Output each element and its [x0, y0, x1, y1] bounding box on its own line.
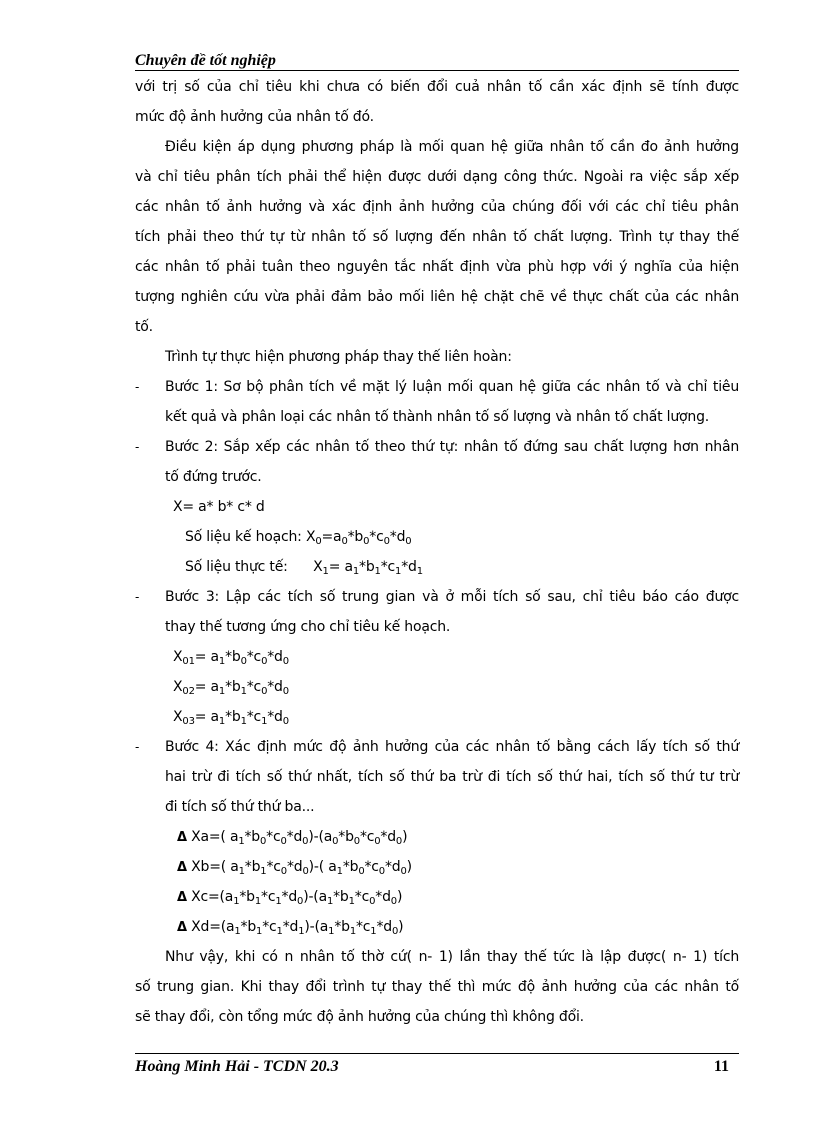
- delta-icon: Δ: [177, 890, 187, 905]
- text-line: tố.: [135, 319, 153, 335]
- list-item: [135, 432, 739, 462]
- footer-rule: [135, 1053, 739, 1054]
- page-footer: [135, 1057, 739, 1077]
- bullet-marker: -: [135, 740, 140, 754]
- text-line: Bước 2: Sắp xếp các nhân tố theo thứ tự: nhân tố đứng sau chất lượng hơn nhân: [165, 439, 739, 455]
- text-line: tố đứng trước.: [165, 469, 262, 485]
- formula-line: $X_{02}= a_1*b_1*c_0*d_0$: [173, 679, 289, 697]
- body-text: [135, 72, 739, 1032]
- formula-line: Δ Xb=( $a_1*b_1*c_0*d_0)-$( $a_1*b_0*c_0*d_0$): [177, 859, 412, 877]
- plan-label: Số liệu kế hoạch:: [185, 529, 306, 545]
- formula-line: $X_{03}= a_1*b_1*c_1*d_0$: [173, 709, 289, 727]
- text-line: sẽ thay đổi, còn tổng mức độ ảnh hưởng của chúng thì không đổi.: [135, 1009, 584, 1025]
- header-rule: [135, 70, 739, 71]
- formula-line: Số liệu kế hoạch: $X_0=a_0*b_0*c_0*d_0$: [185, 529, 412, 547]
- text-line: Bước 4: Xác định mức độ ảnh hưởng của các nhân tố bằng cách lấy tích số thứ: [165, 739, 739, 755]
- text-line: số trung gian. Khi thay đổi trình tự thay thế thì mức độ ảnh hưởng của các nhân tố: [135, 979, 739, 995]
- text-line: Bước 1: Sơ bộ phân tích về mặt lý luận mối quan hệ giữa các nhân tố và chỉ tiêu: [165, 379, 739, 395]
- text-line: Như vậy, khi có n nhân tố thờ cứ( n- 1) lần thay thế tức là lập được( n- 1) tích: [165, 949, 739, 965]
- delta-icon: Δ: [177, 920, 187, 935]
- text-line: các nhân tố phải tuân theo nguyên tắc nhất định vừa phù hợp với ý nghĩa của hiện: [135, 259, 739, 275]
- bullet-marker: -: [135, 440, 140, 454]
- delta-icon: Δ: [177, 860, 187, 875]
- text-line: với trị số của chỉ tiêu khi chưa có biến đổi cuả nhân tố cần xác định sẽ tính được: [135, 79, 739, 95]
- text-line: các nhân tố ảnh hưởng và xác định ảnh hưởng của chúng đối với các chỉ tiêu phân: [135, 199, 739, 215]
- text-line: hai trừ đi tích số thứ nhất, tích số thứ ba trừ đi tích số thứ hai, tích số thứ tư trừ: [165, 769, 739, 785]
- formula-line: Δ Xa=( $a_1*b_0*c_0*d_0)-(a_0*b_0*c_0*d_0)$: [177, 829, 408, 847]
- list-item: [135, 372, 739, 402]
- text-line: tích phải theo thứ tự từ nhân tố số lượng đến nhân tố chất lượng. Trình tự thay thế: [135, 229, 739, 245]
- text-line: mức độ ảnh hưởng của nhân tố đó.: [135, 109, 374, 125]
- list-item: [135, 582, 739, 612]
- formula-line: Δ $Xd=(a_1*b_1*c_1*d_1)-(a_1*b_1*c_1*d_0)$: [177, 919, 404, 937]
- formula-line: X= a* b* c* d: [173, 499, 265, 515]
- text-line: đi tích số thứ thứ ba...: [165, 799, 315, 815]
- text-line: Trình tự thực hiện phương pháp thay thế liên hoàn:: [165, 349, 512, 365]
- text-line: thay thế tương ứng cho chỉ tiêu kế hoạch.: [165, 619, 451, 635]
- text-line: và chỉ tiêu phân tích phải thể hiện được dưới dạng công thức. Ngoài ra việc sắp xếp: [135, 169, 739, 185]
- actual-label: Số liệu thực tế:: [185, 559, 314, 575]
- text-line: kết quả và phân loại các nhân tố thành nhân tố số lượng và nhân tố chất lượng.: [165, 409, 710, 425]
- list-item: [135, 732, 739, 762]
- formula-line: Δ $Xc=(a_1*b_1*c_1*d_0)-(a_1*b_1*c_0*d_0)$: [177, 889, 403, 907]
- delta-icon: Δ: [177, 830, 187, 845]
- text-line: tượng nghiên cứu vừa phải đảm bảo mối liên hệ chặt chẽ về thực chất của các nhân: [135, 289, 739, 305]
- text-line: Bước 3: Lập các tích số trung gian và ở mỗi tích số sau, chỉ tiêu báo cáo được: [165, 589, 739, 605]
- page-number: 11: [713, 1058, 729, 1075]
- formula-line: Số liệu thực tế: $X_1= a_1*b_1*c_1*d_1$: [185, 559, 423, 577]
- page-header: Chuyên đề tốt nghiệp: [135, 52, 276, 69]
- bullet-marker: -: [135, 590, 140, 604]
- text-line: Điều kiện áp dụng phương pháp là mối quan hệ giữa nhân tố cần đo ảnh hưởng: [165, 139, 739, 155]
- bullet-marker: -: [135, 380, 140, 394]
- formula-line: $X_{01}= a_1*b_0*c_0*d_0$: [173, 649, 289, 667]
- footer-author: Hoàng Minh Hải - TCDN 20.3: [135, 1058, 339, 1075]
